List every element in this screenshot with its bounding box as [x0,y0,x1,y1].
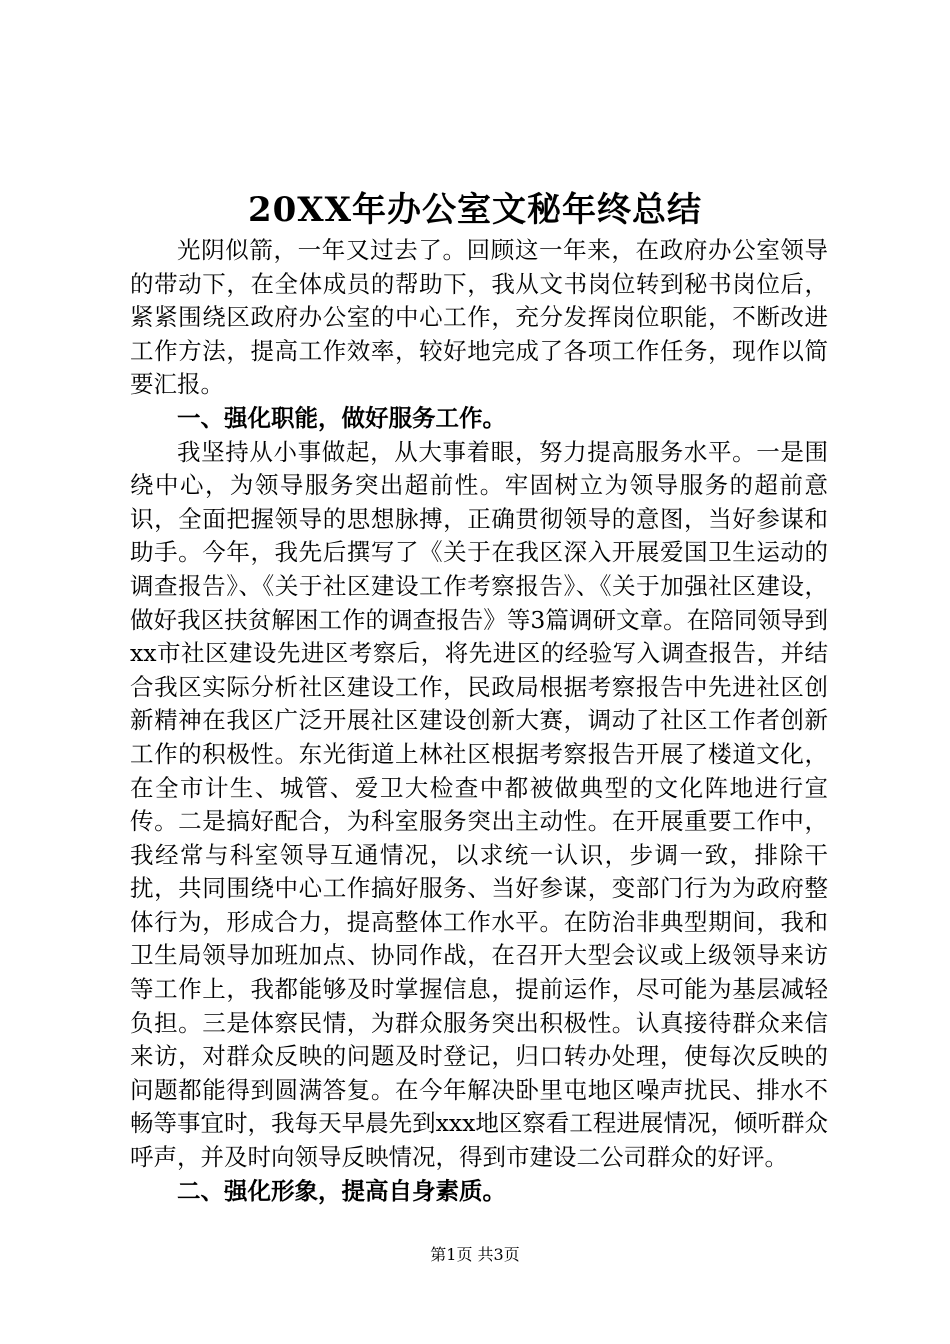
document-body [130,234,828,1208]
intro-paragraph: 光阴似箭，一年又过去了。回顾这一年来，在政府办公室领导的带动下，在全体成员的帮助下，我从文书岗位转到秘书岗位后，紧紧围绕区政府办公室的中心工作，充分发挥岗位职能，不断改进工作方法，提高工作效率，较好地完成了各项工作任务，现作以简要汇报。 [130,236,828,399]
section-1-paragraph: 我坚持从小事做起，从大事着眼，努力提高服务水平。一是围绕中心，为领导服务突出超前性。牢固树立为领导服务的超前意识，全面把握领导的思想脉搏，正确贯彻领导的意图，当好参谋和助手。今年，我先后撰写了《关于在我区深入开展爱国卫生运动的调查报告》、《关于社区建设工作考察报告》、《关于加强社区建设，做好我区扶贫解困工作的调查报告》等3篇调研文章。在陪同领导到xx市社区建设先进区考察后，将先进区的经验写入调查报告，并结合我区实际分析社区建设工作，民政局根据考察报告中先进社区创新精神在我区广泛开展社区建设创新大赛，调动了社区工作者创新工作的积极性。东光街道上林社区根据考察报告开展了楼道文化，在全市计生、城管、爱卫大检查中都被做典型的文化阵地进行宣传。二是搞好配合，为科室服务突出主动性。在开展重要工作中，我经常与科室领导互通情况，以求统一认识，步调一致，排除干扰，共同围绕中心工作搞好服务、当好参谋，变部门行为为政府整体行为，形成合力，提高整体工作水平。在防治非典型期间，我和卫生局领导加班加点、协同作战，在召开大型会议或上级领导来访等工作上，我都能够及时掌握信息，提前运作，尽可能为基层减轻负担。三是体察民情，为群众服务突出积极性。认真接待群众来信来访，对群众反映的问题及时登记，归口转办处理，使每次反映的问题都能得到圆满答复。在今年解决卧里屯地区噪声扰民、排水不畅等事宜时，我每天早晨先到xxx地区察看工程进展情况，倾听群众呼声，并及时向领导反映情况，得到市建设二公司群众的好评。 [130,437,828,1172]
page-footer: 第1页 共3页 [430,1245,520,1264]
document-title: 20XX年办公室文秘年终总结 [247,190,703,230]
section-heading-2: 二、强化形象，提高自身素质。 [177,1176,506,1205]
section-heading-1: 一、强化职能，做好服务工作。 [177,403,506,432]
